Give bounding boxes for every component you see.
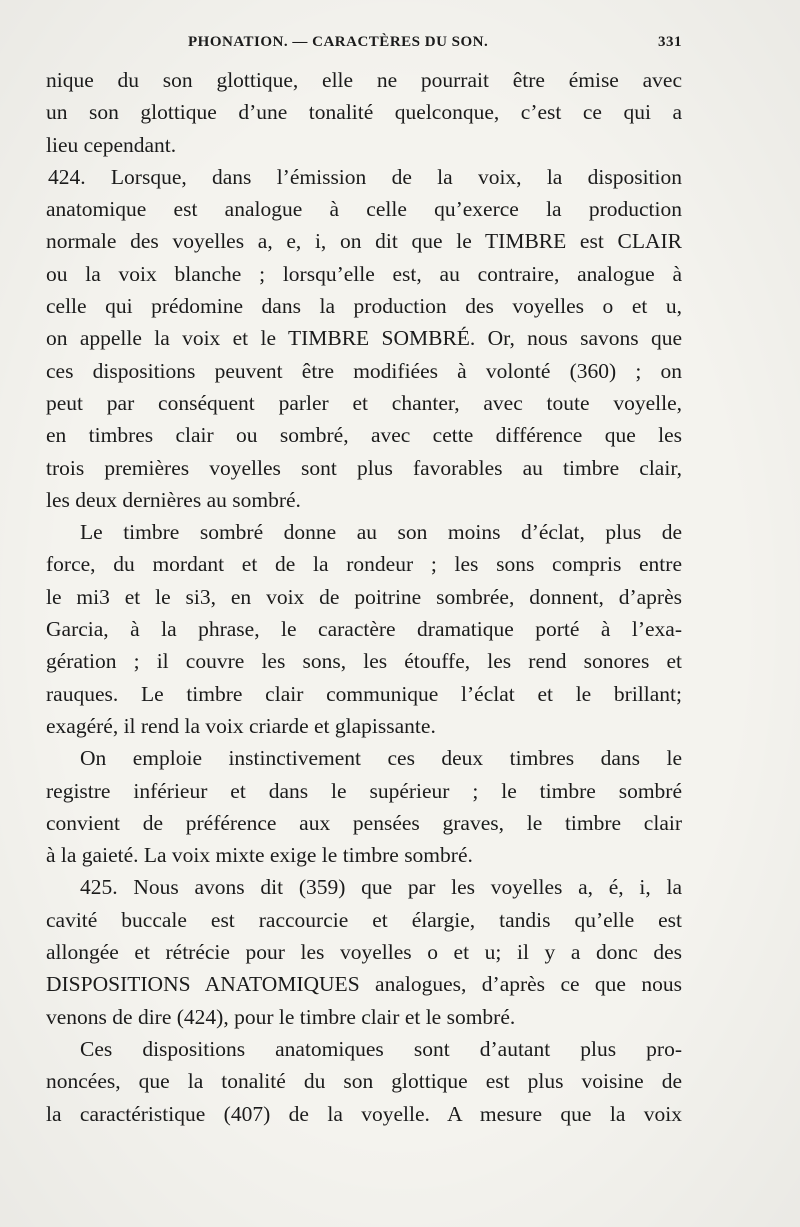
text-line: Le timbre sombré donne au son moins d’éclat, plus de	[80, 520, 682, 545]
text-line: les deux dernières au sombré.	[46, 487, 301, 512]
text-line: ces dispositions peuvent être modifiées à volonté (360) ; on	[46, 358, 682, 383]
text-line: anatomique est analogue à celle qu’exerce la production	[46, 197, 682, 222]
text-line: 424. Lorsque, dans l’émission de la voix, la disposition	[48, 164, 682, 189]
text-line: le mi3 et le si3, en voix de poitrine sombrée, donnent, d’après	[46, 584, 682, 609]
text-line: Garcia, à la phrase, le caractère dramatique porté à l’exa-	[46, 617, 682, 642]
text-line: registre inférieur et dans le supérieur ; le timbre sombré	[46, 778, 682, 803]
text-line: celle qui prédomine dans la production des voyelles o et u,	[46, 294, 682, 319]
text-line: on appelle la voix et le TIMBRE SOMBRÉ. Or, nous savons que	[46, 326, 682, 351]
text-line: trois premières voyelles sont plus favorables au timbre clair,	[46, 455, 682, 480]
text-line: allongée et rétrécie pour les voyelles o et u; il y a donc des	[46, 940, 682, 965]
text-line: peut par conséquent parler et chanter, avec toute voyelle,	[46, 390, 682, 415]
text-line: rauques. Le timbre clair communique l’éclat et le brillant;	[46, 681, 682, 706]
text-line: ou la voix blanche ; lorsqu’elle est, au contraire, analogue à	[46, 261, 682, 286]
text-line: un son glottique d’une tonalité quelconque, c’est ce qui a	[46, 100, 682, 125]
text-line: DISPOSITIONS ANATOMIQUES analogues, d’après ce que nous	[46, 972, 682, 997]
body-text	[46, 64, 682, 1130]
text-line: normale des voyelles a, e, i, on dit que le TIMBRE est CLAIR	[46, 229, 682, 254]
text-line: force, du mordant et de la rondeur ; les sons compris entre	[46, 552, 682, 577]
text-line: 425. Nous avons dit (359) que par les voyelles a, é, i, la	[80, 875, 682, 900]
text-line: en timbres clair ou sombré, avec cette différence que les	[46, 423, 682, 448]
text-line: gération ; il couvre les sons, les étouffe, les rend sonores et	[46, 649, 682, 674]
text-line: exagéré, il rend la voix criarde et glapissante.	[46, 713, 436, 738]
text-line: la caractéristique (407) de la voyelle. A mesure que la voix	[46, 1101, 682, 1126]
text-line: lieu cependant.	[46, 132, 177, 157]
text-line: convient de préférence aux pensées graves, le timbre clair	[46, 810, 682, 835]
text-line: cavité buccale est raccourcie et élargie, tandis qu’elle est	[46, 907, 682, 932]
running-title: PHONATION. — CARACTÈRES DU SON.	[188, 34, 489, 50]
page-number: 331	[658, 34, 682, 50]
page-header	[46, 34, 682, 58]
text-line: Ces dispositions anatomiques sont d’autant plus pro-	[80, 1036, 682, 1061]
text-line: noncées, que la tonalité du son glottique est plus voisine de	[46, 1069, 682, 1094]
text-line: à la gaieté. La voix mixte exige le timbre sombré.	[46, 843, 473, 868]
text-line: venons de dire (424), pour le timbre clair et le sombré.	[46, 1004, 516, 1029]
text-line: nique du son glottique, elle ne pourrait être émise avec	[46, 68, 682, 92]
text-line: On emploie instinctivement ces deux timbres dans le	[80, 746, 682, 771]
